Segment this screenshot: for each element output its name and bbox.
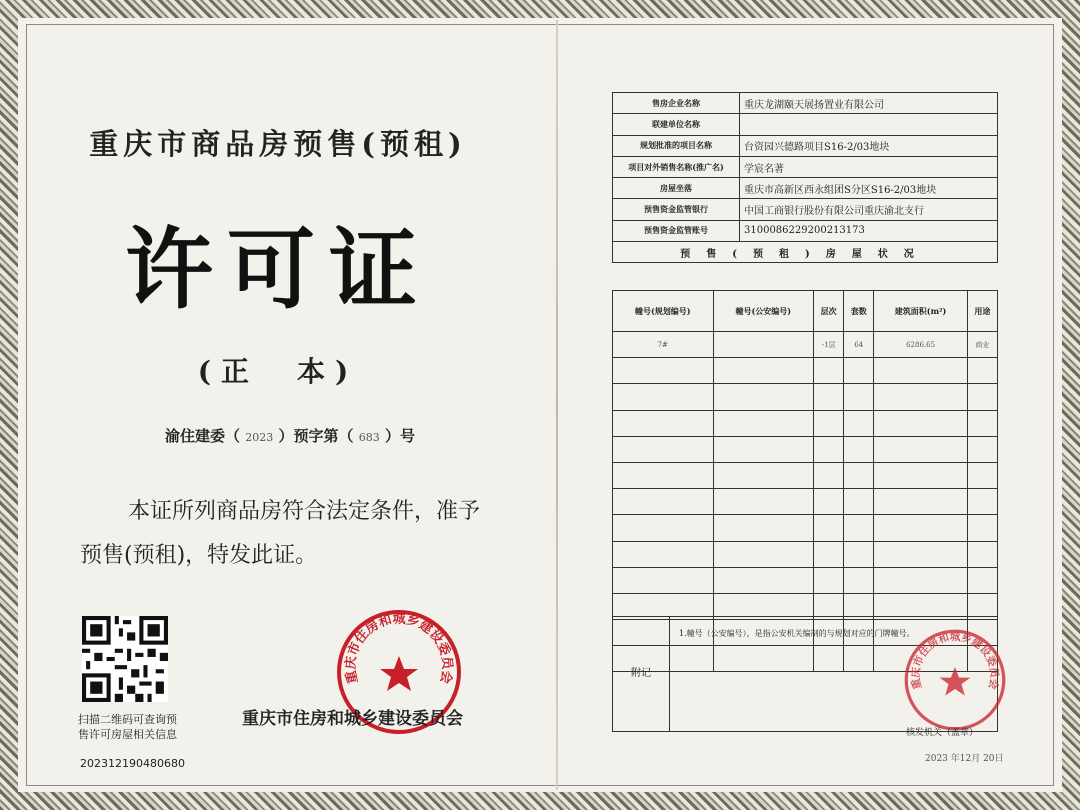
info-value: 重庆市高新区西永组团S分区S16-2/03地块 xyxy=(740,178,998,199)
right-page xyxy=(558,0,1080,810)
certificate-statement: 本证所列商品房符合法定条件，准予预售(预租)，特发此证。 xyxy=(80,499,481,568)
qr-caption: 扫描二维码可查询预售许可房屋相关信息 xyxy=(78,713,177,741)
table-cell xyxy=(874,515,967,541)
empty-table-row xyxy=(613,358,998,384)
table-cell xyxy=(613,541,714,567)
table-cell: 商业 xyxy=(967,332,997,358)
table-cell xyxy=(713,410,814,436)
empty-table-row xyxy=(613,489,998,515)
permit-serial: 683 xyxy=(358,431,380,444)
info-row xyxy=(613,114,998,135)
table-cell: 6286.65 xyxy=(874,332,967,358)
info-row xyxy=(613,199,998,220)
empty-table-row xyxy=(613,515,998,541)
svg-text:重庆市住房和城乡建设委员会: 重庆市住房和城乡建设委员会 xyxy=(343,611,455,685)
table-cell xyxy=(713,332,814,358)
table-cell xyxy=(967,410,997,436)
table-cell xyxy=(613,384,714,410)
table-cell xyxy=(844,410,874,436)
project-info-table xyxy=(612,92,998,263)
table-cell xyxy=(844,567,874,593)
info-row xyxy=(613,135,998,156)
table-cell xyxy=(814,410,844,436)
table-cell xyxy=(874,489,967,515)
qr-id-number: 20231219048068​0 xyxy=(80,757,185,770)
empty-table-row xyxy=(613,462,998,488)
status-header: 预售(预租)房屋状况 xyxy=(613,242,998,263)
table-cell xyxy=(713,358,814,384)
info-row xyxy=(613,220,998,241)
note-text: 1.幢号（公安编号），是指公安机关编制的与规划对应的门牌幢号。 xyxy=(679,629,915,638)
info-label: 房屋坐落 xyxy=(613,178,740,199)
table-cell xyxy=(874,384,967,410)
table-cell: 7# xyxy=(613,332,714,358)
table-cell xyxy=(844,515,874,541)
column-header: 建筑面积(m²) xyxy=(874,291,967,332)
table-header-row xyxy=(613,291,998,332)
column-header: 幢号(公安编号) xyxy=(713,291,814,332)
info-value: 中国工商银行股份有限公司重庆渝北支行 xyxy=(740,199,998,220)
table-cell: 64 xyxy=(844,332,874,358)
info-value: 台资园兴德路项目S16-2/03地块 xyxy=(740,135,998,156)
table-cell xyxy=(844,358,874,384)
table-cell xyxy=(967,436,997,462)
permit-number: 渝住建委（ 2023 ）预字第（ 683 ）号 xyxy=(165,427,415,445)
info-label: 售房企业名称 xyxy=(613,93,740,114)
info-label: 预售资金监管账号 xyxy=(613,220,740,241)
table-cell xyxy=(613,489,714,515)
info-label: 预售资金监管银行 xyxy=(613,199,740,220)
table-cell xyxy=(844,384,874,410)
table-cell: -1层 xyxy=(814,332,844,358)
table-cell xyxy=(613,358,714,384)
notes-label: 附记 xyxy=(613,617,670,732)
table-cell xyxy=(874,567,967,593)
issuing-office-label: 核发机关（盖章） xyxy=(906,728,979,738)
table-cell xyxy=(967,489,997,515)
table-cell xyxy=(713,462,814,488)
table-cell xyxy=(874,462,967,488)
info-row xyxy=(613,156,998,177)
table-cell xyxy=(814,489,844,515)
table-cell xyxy=(713,541,814,567)
table-cell xyxy=(713,515,814,541)
column-header: 套数 xyxy=(844,291,874,332)
empty-table-row xyxy=(613,436,998,462)
table-cell xyxy=(844,436,874,462)
column-header: 用途 xyxy=(967,291,997,332)
table-cell xyxy=(874,358,967,384)
info-label: 规划批准的项目名称 xyxy=(613,135,740,156)
table-cell xyxy=(874,541,967,567)
table-cell xyxy=(814,567,844,593)
table-cell xyxy=(613,410,714,436)
table-cell xyxy=(844,541,874,567)
table-cell xyxy=(967,462,997,488)
empty-table-row xyxy=(613,384,998,410)
original-copy-label: (正 本) xyxy=(197,355,359,388)
table-cell xyxy=(874,436,967,462)
table-cell xyxy=(613,515,714,541)
table-row xyxy=(613,332,998,358)
table-cell xyxy=(967,358,997,384)
info-value: 学宸名著 xyxy=(740,156,998,177)
table-cell xyxy=(713,436,814,462)
table-cell xyxy=(814,358,844,384)
table-cell xyxy=(814,541,844,567)
table-cell xyxy=(814,462,844,488)
table-cell xyxy=(967,515,997,541)
info-label: 项目对外销售名称(推广名) xyxy=(613,156,740,177)
empty-table-row xyxy=(613,567,998,593)
empty-table-row xyxy=(613,410,998,436)
info-row xyxy=(613,93,998,114)
table-cell xyxy=(613,462,714,488)
issuer-seal-icon xyxy=(903,628,1007,732)
column-header: 层次 xyxy=(814,291,844,332)
issue-date: 2023 年12月 20日 xyxy=(925,754,1004,764)
issuing-authority: 重庆市住房和城乡建设委员会 xyxy=(242,709,463,729)
info-row xyxy=(613,178,998,199)
info-value: 3100086229200213173 xyxy=(740,220,998,241)
table-cell xyxy=(967,384,997,410)
table-cell xyxy=(844,489,874,515)
table-cell xyxy=(814,436,844,462)
table-cell xyxy=(814,384,844,410)
table-cell xyxy=(967,567,997,593)
table-cell xyxy=(874,410,967,436)
info-value xyxy=(740,114,998,135)
certificate-main-title: 许可证 xyxy=(124,217,431,321)
svg-text:重庆市住房和城乡建设委员会: 重庆市住房和城乡建设委员会 xyxy=(909,631,1001,691)
table-cell xyxy=(713,384,814,410)
table-cell xyxy=(713,567,814,593)
table-cell xyxy=(844,462,874,488)
certificate-title: 重庆市商品房预售(预租) xyxy=(89,127,467,161)
info-value: 重庆龙湖颐天展扬置业有限公司 xyxy=(740,93,998,114)
table-cell xyxy=(613,567,714,593)
qr-code-icon[interactable] xyxy=(82,616,168,702)
table-cell xyxy=(713,489,814,515)
empty-table-row xyxy=(613,541,998,567)
column-header: 幢号(规划编号) xyxy=(613,291,714,332)
permit-year: 2023 xyxy=(245,431,274,444)
table-cell xyxy=(967,541,997,567)
info-label: 联建单位名称 xyxy=(613,114,740,135)
table-cell xyxy=(814,515,844,541)
table-cell xyxy=(613,436,714,462)
